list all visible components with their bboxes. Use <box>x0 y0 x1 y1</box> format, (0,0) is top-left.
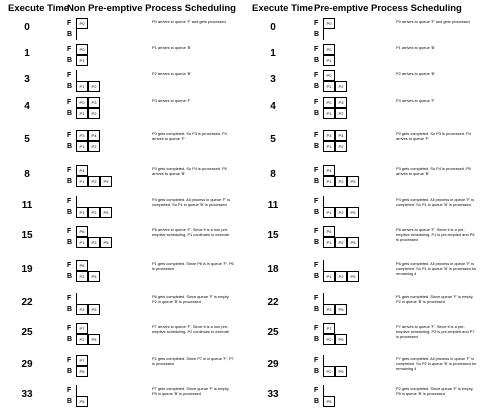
queue-label-back: B <box>67 143 73 150</box>
queue-label-front: F <box>314 20 319 27</box>
queue-label-front: F <box>67 295 72 302</box>
front-queue-process-box: P6 <box>76 226 88 237</box>
queue-label-back: B <box>314 398 320 405</box>
front-queue-process-box: P3 <box>76 130 88 141</box>
queue-label-back: B <box>314 143 320 150</box>
back-queue-process-box: P2 <box>76 304 88 315</box>
execute-time-value: 3 <box>270 74 276 85</box>
back-queue-process-box: P5 <box>100 176 112 187</box>
queue-label-front: F <box>314 387 319 394</box>
title-preemptive: Pre-emptive Process Scheduling <box>314 3 462 14</box>
front-queue-empty-slot <box>323 196 326 207</box>
back-queue-process-box: P5 <box>347 176 359 187</box>
back-queue-process-box: P2 <box>335 81 347 92</box>
queue-label-front: F <box>67 167 72 174</box>
execute-time-value: 1 <box>24 48 30 59</box>
queue-label-back: B <box>314 239 320 246</box>
execute-time-value: 11 <box>21 200 33 211</box>
execute-time-value: 25 <box>267 327 279 338</box>
queue-label-back: B <box>67 273 73 280</box>
back-queue-process-box: P1 <box>76 176 88 187</box>
front-queue-process-box: P0 <box>323 44 335 55</box>
execute-time-value: 33 <box>21 389 33 400</box>
back-queue-process-box: P5 <box>88 304 100 315</box>
queue-label-back: B <box>314 57 320 64</box>
back-queue-process-box: P2 <box>88 207 100 218</box>
front-queue-process-box: P0 <box>323 18 335 29</box>
back-queue-process-box: P5 <box>100 237 112 248</box>
queue-label-back: B <box>314 83 320 90</box>
back-queue-process-box: P1 <box>76 237 88 248</box>
step-description: P7 gets completed. All process in queue 'F' is completed. So P2 in queue 'B' is processed for remaining 4 <box>396 356 477 371</box>
queue-label-back: B <box>314 306 320 313</box>
back-queue-process-box: P1 <box>76 108 88 119</box>
back-queue-process-box: P5 <box>76 366 88 377</box>
step-description: P1 gets completed. Since queue 'F' is empty, P2 in queue 'B' is processed <box>396 294 474 304</box>
front-queue-process-box: P7 <box>76 323 88 334</box>
back-queue-process-box: P2 <box>335 108 347 119</box>
back-queue-process-box: P2 <box>88 108 100 119</box>
queue-label-front: F <box>67 262 72 269</box>
queue-label-front: F <box>67 387 72 394</box>
back-queue-process-box: P2 <box>323 366 335 377</box>
step-description: P2 gets completed. Since queue 'F' is empty, P5 in queue 'B' is processed <box>396 386 474 396</box>
front-queue-empty-slot <box>323 385 326 396</box>
queue-label-front: F <box>314 132 319 139</box>
queue-label-back: B <box>314 368 320 375</box>
queue-label-front: F <box>314 99 319 106</box>
queue-label-front: F <box>314 295 319 302</box>
front-queue-empty-slot <box>76 196 79 207</box>
execute-time-value: 15 <box>267 230 279 241</box>
back-queue-empty-slot <box>323 29 326 40</box>
queue-label-front: F <box>67 228 72 235</box>
front-queue-process-box: P0 <box>323 97 335 108</box>
front-queue-process-box: P6 <box>323 226 335 237</box>
step-description: P3 arrives to queue 'F' <box>396 98 435 103</box>
execute-time-value: 8 <box>270 169 276 180</box>
back-queue-process-box: P2 <box>76 334 88 345</box>
step-description: P3 gets completed. So P4 is processed. P5 arrives to queue 'B' <box>396 166 471 176</box>
back-queue-process-box: P2 <box>335 237 347 248</box>
step-description: P3 arrives to queue 'F' <box>152 98 191 103</box>
step-description: P6 arrives to queue 'F'. Since it is a pre-emptive scheduling, P1 is pre-empted and P6 is processed <box>396 227 475 242</box>
execute-time-value: 0 <box>270 22 276 33</box>
back-queue-process-box: P1 <box>323 271 335 282</box>
step-description: P3 gets completed. So P4 is processed. P5 arrives to queue 'B' <box>152 166 227 176</box>
front-queue-empty-slot <box>323 293 326 304</box>
back-queue-process-box: P5 <box>88 271 100 282</box>
back-queue-process-box: P2 <box>323 334 335 345</box>
back-queue-process-box: P1 <box>323 237 335 248</box>
back-queue-process-box: P2 <box>88 81 100 92</box>
step-description: P6 arrives to queue 'F'. Since it is a non pre-emptive scheduling, P1 continues to execute <box>152 227 229 237</box>
step-description: P1 gets completed. Since P6 is in queue 'F', P6 is processed <box>152 261 234 271</box>
back-queue-process-box: P5 <box>323 396 335 407</box>
back-queue-process-box: P2 <box>323 304 335 315</box>
step-description: P4 gets completed. All process in queue 'F' is completed. So P1 in queue 'B' is processed <box>396 197 475 207</box>
back-queue-process-box: P1 <box>76 81 88 92</box>
execute-time-value: 29 <box>21 359 33 370</box>
queue-label-back: B <box>314 178 320 185</box>
queue-label-back: B <box>67 110 73 117</box>
queue-label-back: B <box>67 398 73 405</box>
front-queue-empty-slot <box>76 293 79 304</box>
front-queue-process-box: P4 <box>76 165 88 176</box>
back-queue-process-box: P2 <box>335 271 347 282</box>
queue-label-back: B <box>67 336 73 343</box>
step-description: P6 gets completed. All process in queue 'F' is completed. So P1 in queue 'B' is processed for remaining 4 <box>396 261 477 276</box>
back-queue-process-box: P5 <box>347 237 359 248</box>
queue-label-back: B <box>314 273 320 280</box>
step-description: P7 gets completed. Since queue 'F' is empty, P5 in queue 'B' is processed <box>152 386 230 396</box>
queue-label-front: F <box>314 46 319 53</box>
back-queue-process-box: P2 <box>335 141 347 152</box>
back-queue-process-box: P5 <box>335 366 347 377</box>
back-queue-process-box: P1 <box>76 55 88 66</box>
back-queue-process-box: P2 <box>88 237 100 248</box>
queue-label-front: F <box>314 357 319 364</box>
queue-label-front: F <box>67 99 72 106</box>
back-queue-process-box: P1 <box>323 176 335 187</box>
back-queue-process-box: P5 <box>347 271 359 282</box>
queue-label-back: B <box>67 368 73 375</box>
back-queue-process-box: P1 <box>323 81 335 92</box>
step-description: P2 arrives to queue 'B' <box>152 71 191 76</box>
back-queue-process-box: P1 <box>323 55 335 66</box>
execute-time-header-left: Execute Time <box>8 3 70 14</box>
queue-label-front: F <box>314 167 319 174</box>
front-queue-process-box: P3 <box>323 130 335 141</box>
execute-time-value: 22 <box>21 297 33 308</box>
back-queue-process-box: P2 <box>335 207 347 218</box>
execute-time-value: 5 <box>24 134 30 145</box>
back-queue-process-box: P5 <box>347 207 359 218</box>
front-queue-process-box: P0 <box>323 70 335 81</box>
front-queue-empty-slot <box>76 385 79 396</box>
front-queue-empty-slot <box>323 260 326 271</box>
step-description: P7 arrives to queue 'F'. Since it is a pre-emptive scheduling, P2 is pre-empted and P7 is processed <box>396 324 475 339</box>
execute-time-value: 29 <box>267 359 279 370</box>
back-queue-process-box: P2 <box>88 141 100 152</box>
queue-label-back: B <box>314 336 320 343</box>
queue-label-back: B <box>314 110 320 117</box>
execute-time-value: 33 <box>267 389 279 400</box>
queue-label-front: F <box>67 357 72 364</box>
queue-label-front: F <box>314 262 319 269</box>
queue-label-front: F <box>67 20 72 27</box>
step-description: P2 gets completed. Since P7 is in queue 'F', P7 is processed <box>152 356 234 366</box>
execute-time-value: 1 <box>270 48 276 59</box>
execute-time-value: 22 <box>267 297 279 308</box>
back-queue-process-box: P5 <box>335 304 347 315</box>
queue-label-back: B <box>67 306 73 313</box>
queue-label-back: B <box>67 31 73 38</box>
queue-label-front: F <box>67 325 72 332</box>
front-queue-process-box: P3 <box>335 97 347 108</box>
queue-label-front: F <box>314 72 319 79</box>
execute-time-value: 3 <box>24 74 30 85</box>
execute-time-value: 4 <box>24 101 30 112</box>
execute-time-value: 15 <box>21 230 33 241</box>
queue-label-front: F <box>67 46 72 53</box>
queue-label-front: F <box>314 325 319 332</box>
step-description: P1 arrives to queue 'B' <box>152 45 191 50</box>
back-queue-process-box: P1 <box>76 141 88 152</box>
back-queue-process-box: P5 <box>88 334 100 345</box>
front-queue-process-box: P0 <box>76 44 88 55</box>
back-queue-process-box: P1 <box>76 207 88 218</box>
step-description: P7 arrives to queue 'F'. Since it is a non pre-emptive scheduling, P2 continues to execute <box>152 324 229 334</box>
front-queue-process-box: P4 <box>323 165 335 176</box>
execute-time-value: 19 <box>21 264 33 275</box>
front-queue-process-box: P0 <box>76 97 88 108</box>
front-queue-empty-slot <box>76 70 79 81</box>
step-description: P1 arrives to queue 'B' <box>396 45 435 50</box>
queue-label-front: F <box>314 198 319 205</box>
queue-label-back: B <box>314 31 320 38</box>
back-queue-process-box: P2 <box>335 176 347 187</box>
queue-label-front: F <box>314 228 319 235</box>
front-queue-process-box: P7 <box>76 355 88 366</box>
queue-label-back: B <box>67 83 73 90</box>
back-queue-process-box: P5 <box>100 207 112 218</box>
step-description: P0 gets completed. So P3 is processed. P4 arrives to queue 'F' <box>396 131 471 141</box>
back-queue-empty-slot <box>76 29 79 40</box>
front-queue-empty-slot <box>323 355 326 366</box>
queue-label-front: F <box>67 72 72 79</box>
front-queue-process-box: P3 <box>88 97 100 108</box>
queue-label-back: B <box>314 209 320 216</box>
execute-time-value: 4 <box>270 101 276 112</box>
front-queue-process-box: P6 <box>76 260 88 271</box>
step-description: P0 gets completed. So P3 is processed. P4 arrives to queue 'F' <box>152 131 227 141</box>
execute-time-value: 8 <box>24 169 30 180</box>
execute-time-value: 11 <box>267 200 279 211</box>
back-queue-process-box: P5 <box>335 334 347 345</box>
execute-time-header-right: Execute Time <box>252 3 314 14</box>
step-description: P2 arrives to queue 'B' <box>396 71 435 76</box>
queue-label-front: F <box>67 198 72 205</box>
back-queue-process-box: P1 <box>323 207 335 218</box>
back-queue-process-box: P2 <box>88 176 100 187</box>
back-queue-process-box: P5 <box>76 396 88 407</box>
back-queue-process-box: P1 <box>323 141 335 152</box>
execute-time-value: 0 <box>24 22 30 33</box>
front-queue-process-box: P4 <box>335 130 347 141</box>
back-queue-process-box: P2 <box>76 271 88 282</box>
queue-label-back: B <box>67 239 73 246</box>
queue-label-back: B <box>67 57 73 64</box>
execute-time-value: 25 <box>21 327 33 338</box>
back-queue-process-box: P1 <box>323 108 335 119</box>
queue-label-front: F <box>67 132 72 139</box>
queue-label-back: B <box>67 209 73 216</box>
queue-label-back: B <box>67 178 73 185</box>
step-description: P0 arrives to queue 'F' and gets processed <box>396 19 470 24</box>
step-description: P4 gets completed. All process in queue 'F' is completed. So P1 in queue 'B' is processed <box>152 197 231 207</box>
front-queue-process-box: P4 <box>88 130 100 141</box>
step-description: P6 gets completed. Since queue 'F' is empty, P2 in queue 'B' is processed <box>152 294 230 304</box>
front-queue-process-box: P0 <box>76 18 88 29</box>
front-queue-process-box: P7 <box>323 323 335 334</box>
execute-time-value: 18 <box>267 264 279 275</box>
title-non-preemptive: Non Pre-emptive Process Scheduling <box>67 3 236 14</box>
step-description: P0 arrives to queue 'F' and gets processed <box>152 19 226 24</box>
execute-time-value: 5 <box>270 134 276 145</box>
